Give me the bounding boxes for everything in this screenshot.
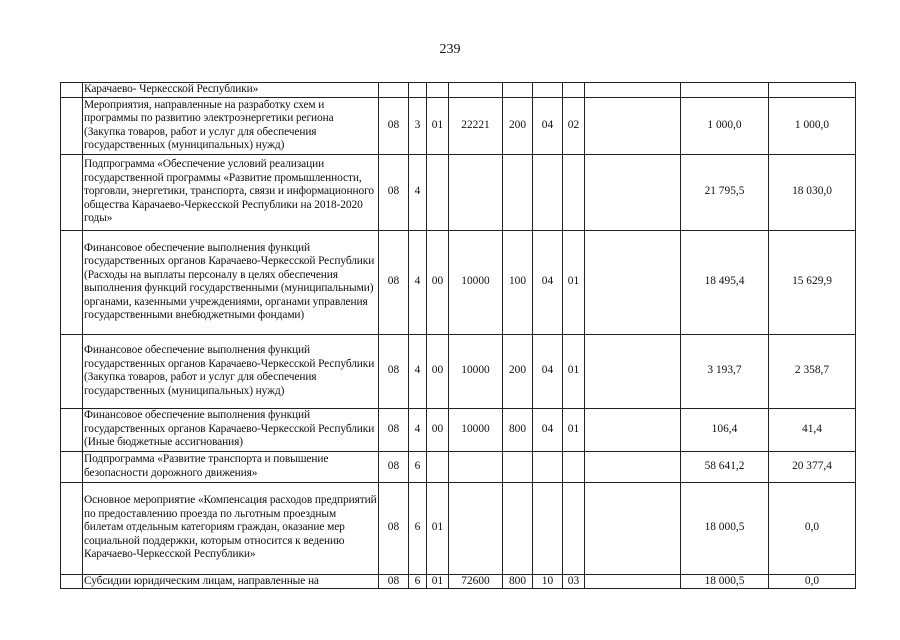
code-cell [427,451,449,482]
code-cell: 4 [409,334,427,408]
code-cell: 01 [427,482,449,574]
code-cell [533,482,563,574]
amount-cell: 18 495,4 [681,230,769,334]
spacer-cell [585,334,681,408]
amount-cell [769,83,856,98]
code-cell: 00 [427,408,449,451]
code-cell: 200 [503,334,533,408]
amount-cell: 58 641,2 [681,451,769,482]
row-margin-cell [61,408,83,451]
code-cell [533,83,563,98]
amount-cell: 41,4 [769,408,856,451]
code-cell: 00 [427,230,449,334]
amount-cell [681,83,769,98]
code-cell: 200 [503,97,533,154]
code-cell: 04 [533,230,563,334]
code-cell: 10000 [449,408,503,451]
row-margin-cell [61,451,83,482]
amount-cell: 20 377,4 [769,451,856,482]
code-cell [409,83,427,98]
code-cell: 10 [533,574,563,589]
amount-cell: 106,4 [681,408,769,451]
amount-cell: 21 795,5 [681,154,769,230]
code-cell: 02 [563,97,585,154]
code-cell [503,83,533,98]
row-name-cell: Субсидии юридическим лицам, направленные на [83,574,379,589]
code-cell: 08 [379,230,409,334]
code-cell: 800 [503,408,533,451]
code-cell [533,154,563,230]
code-cell: 04 [533,97,563,154]
row-name-cell: Финансовое обеспечение выполнения функций государственных органов Карачаево-Черкесской Республики (Расходы на выплаты персоналу в целях обеспечения выполнения функций государственными (муниципальными) органами, казенными учреждениями, органами управления государственными внебюджетными фондами) [83,230,379,334]
budget-table [60,82,856,589]
code-cell [449,451,503,482]
code-cell: 03 [563,574,585,589]
code-cell [503,482,533,574]
code-cell: 4 [409,230,427,334]
row-margin-cell [61,334,83,408]
row-margin-cell [61,482,83,574]
code-cell [533,451,563,482]
spacer-cell [585,574,681,589]
code-cell: 6 [409,451,427,482]
spacer-cell [585,230,681,334]
code-cell: 04 [533,408,563,451]
code-cell: 3 [409,97,427,154]
spacer-cell [585,154,681,230]
code-cell: 10000 [449,230,503,334]
code-cell: 01 [427,574,449,589]
spacer-cell [585,83,681,98]
amount-cell: 1 000,0 [769,97,856,154]
amount-cell: 1 000,0 [681,97,769,154]
code-cell: 08 [379,574,409,589]
code-cell [427,154,449,230]
row-margin-cell [61,574,83,589]
code-cell [449,83,503,98]
code-cell [503,451,533,482]
code-cell: 08 [379,334,409,408]
table-row [61,451,856,482]
table-row [61,408,856,451]
code-cell [449,154,503,230]
row-margin-cell [61,83,83,98]
code-cell: 00 [427,334,449,408]
row-name-cell: Карачаево- Черкесской Республики» [83,83,379,98]
code-cell: 01 [563,408,585,451]
code-cell [563,482,585,574]
amount-cell: 18 030,0 [769,154,856,230]
code-cell: 4 [409,408,427,451]
spacer-cell [585,482,681,574]
table-row [61,574,856,589]
code-cell: 08 [379,154,409,230]
amount-cell: 2 358,7 [769,334,856,408]
code-cell: 72600 [449,574,503,589]
code-cell: 800 [503,574,533,589]
row-name-cell: Финансовое обеспечение выполнения функций государственных органов Карачаево-Черкесской Республики (Иные бюджетные ассигнования) [83,408,379,451]
row-name-cell: Мероприятия, направленные на разработку схем и программы по развитию электроэнергетики региона (Закупка товаров, работ и услуг для обеспечения государственных (муниципальных) нужд) [83,97,379,154]
table-row [61,482,856,574]
code-cell [563,154,585,230]
amount-cell: 15 629,9 [769,230,856,334]
code-cell [427,83,449,98]
amount-cell: 0,0 [769,574,856,589]
table-row [61,154,856,230]
code-cell: 01 [563,230,585,334]
amount-cell: 3 193,7 [681,334,769,408]
code-cell: 04 [533,334,563,408]
spacer-cell [585,451,681,482]
code-cell: 08 [379,408,409,451]
row-margin-cell [61,97,83,154]
code-cell [503,154,533,230]
code-cell [563,451,585,482]
row-name-cell: Подпрограмма «Развитие транспорта и повышение безопасности дорожного движения» [83,451,379,482]
code-cell: 01 [563,334,585,408]
code-cell: 01 [427,97,449,154]
row-name-cell: Основное мероприятие «Компенсация расходов предприятий по предоставлению проезда по льготным проездным билетам отдельным категориям граждан, оказание мер социальной поддержки, которым относится к ведению Карачаево-Черкесской Республики» [83,482,379,574]
page-number: 239 [439,42,461,57]
table-row [61,230,856,334]
code-cell: 6 [409,482,427,574]
row-name-cell: Подпрограмма «Обеспечение условий реализации государственной программы «Развитие промышленности, торговли, энергетики, транспорта, связи и информационного общества Карачаево-Черкесской Республики на 2018-2020 годы» [83,154,379,230]
spacer-cell [585,97,681,154]
code-cell [449,482,503,574]
row-name-cell: Финансовое обеспечение выполнения функций государственных органов Карачаево-Черкесской Республики (Закупка товаров, работ и услуг для обеспечения государственных (муниципальных) нужд) [83,334,379,408]
code-cell: 22221 [449,97,503,154]
code-cell [563,83,585,98]
code-cell: 100 [503,230,533,334]
spacer-cell [585,408,681,451]
code-cell: 10000 [449,334,503,408]
code-cell: 08 [379,97,409,154]
table-row [61,97,856,154]
code-cell: 4 [409,154,427,230]
row-margin-cell [61,230,83,334]
amount-cell: 18 000,5 [681,482,769,574]
table-row [61,83,856,98]
code-cell: 6 [409,574,427,589]
code-cell [379,83,409,98]
code-cell: 08 [379,451,409,482]
amount-cell: 18 000,5 [681,574,769,589]
row-margin-cell [61,154,83,230]
table-row [61,334,856,408]
amount-cell: 0,0 [769,482,856,574]
code-cell: 08 [379,482,409,574]
